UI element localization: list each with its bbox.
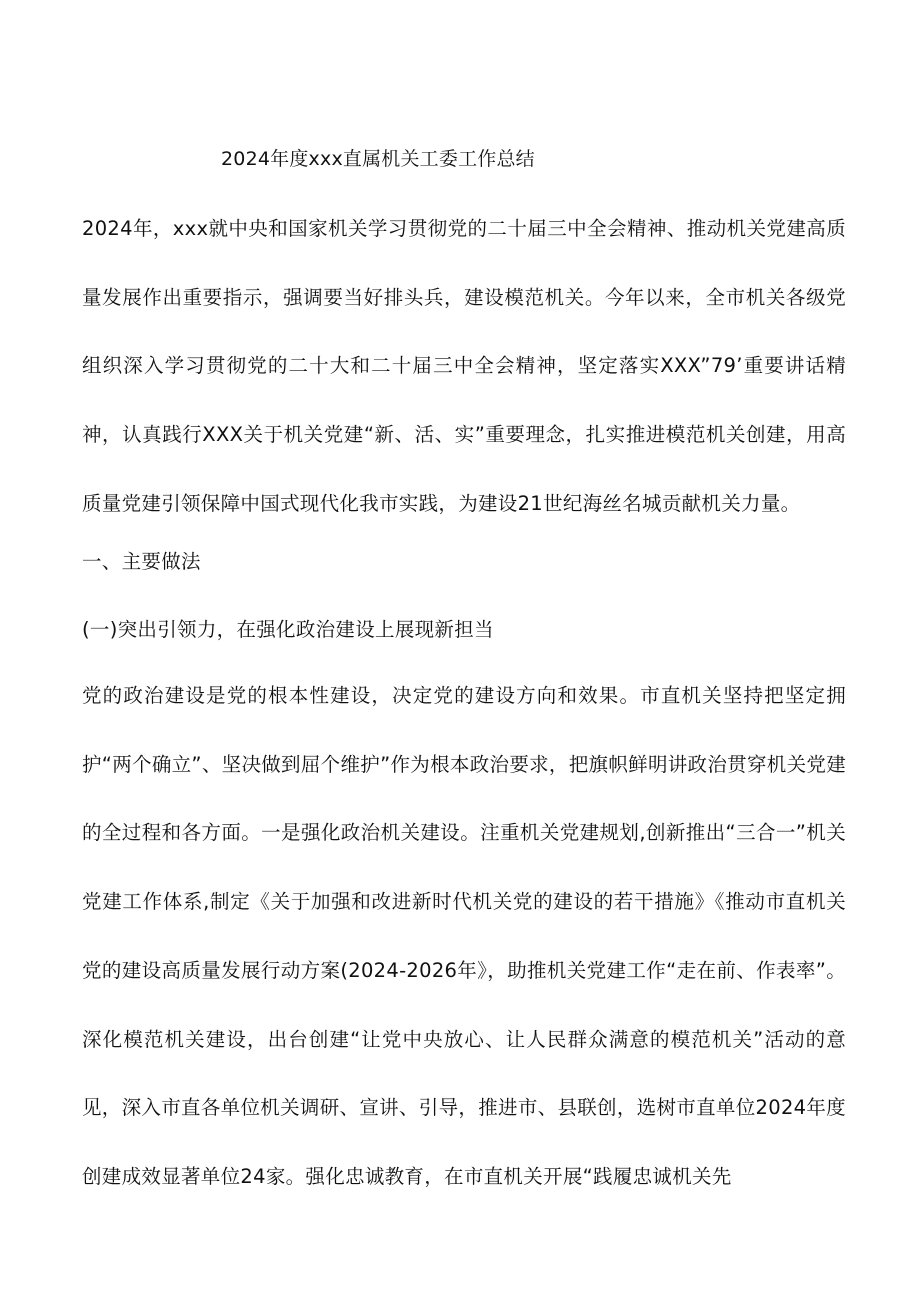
document-title: 2024年度xxx直属机关工委工作总结 [221, 148, 535, 170]
subsection-heading-political-building: (一)突出引领力，在强化政治建设上展现新担当 [82, 618, 494, 641]
section-heading-main-practices: 一、主要做法 [82, 550, 201, 573]
intro-paragraph: 2024年，xxx就中央和国家机关学习贯彻党的二十届三中全会精神、推动机关党建高质量发展作出重要指示，强调要当好排头兵，建设模范机关。今年以来，全市机关各级党组织深入学习贯彻党的二十大和二十届三中全会精神，坚定落实XXX”79’重要讲话精神，认真践行XXX关于机关党建“新、活、实”重要理念，扎实推进模范机关创建，用高质量党建引领保障中国式现代化我市实践，为建设21世纪海丝名城贡献机关力量。 [82, 217, 846, 515]
political-building-paragraph: 党的政治建设是党的根本性建设，决定党的建设方向和效果。市直机关坚持把坚定拥护“两个确立”、坚决做到屈个维护”作为根本政治要求，把旗帜鲜明讲政治贯穿机关党建的全过程和各方面。一是强化政治机关建设。注重机关党建规划,创新推出“三合一”机关党建工作体系,制定《关于加强和改进新时代机关党的建设的若干措施》《推动市直机关党的建设高质量发展行动方案(2024-2026年》，助推机关党建工作“走在前、作表率”。深化模范机关建设，出台创建“让党中央放心、让人民群众满意的模范机关”活动的意见，深入市直各单位机关调研、宣讲、引导，推进市、县联创，选树市直单位2024年度创建成效显著单位24家。强化忠诚教育，在市直机关开展“践履忠诚机关先 [82, 684, 846, 1188]
